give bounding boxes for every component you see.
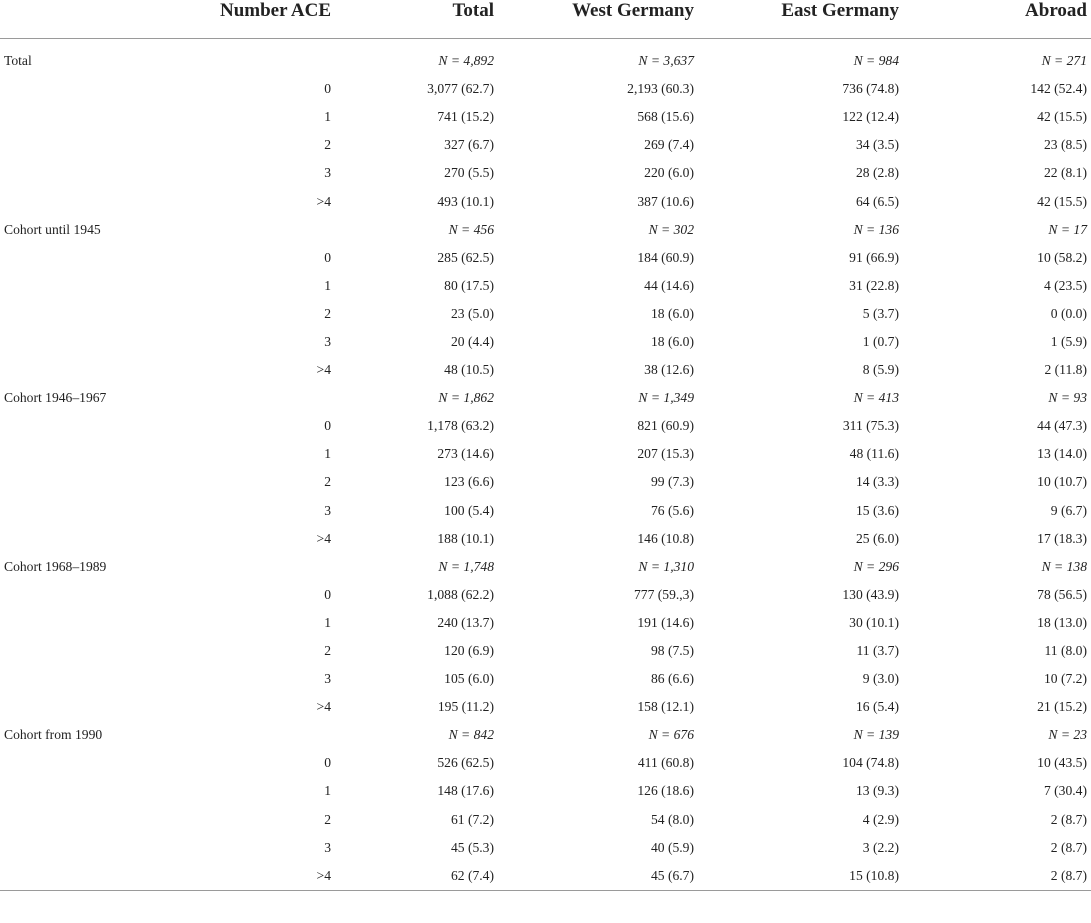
ace-count-cell: 2 xyxy=(324,643,331,659)
group-label-empty xyxy=(0,777,205,805)
table-header xyxy=(0,0,1091,39)
n-total-west-germany: N = 1,349 xyxy=(638,390,694,406)
table-row xyxy=(0,777,1091,805)
table-row xyxy=(0,244,1091,272)
ace-count-cell: 2 xyxy=(324,305,331,321)
table-row xyxy=(0,525,1091,553)
value-west-germany: 38 (12.6) xyxy=(644,362,694,378)
value-abroad: 44 (47.3) xyxy=(1037,418,1087,434)
table-row xyxy=(0,300,1091,328)
group-total-row xyxy=(0,553,1091,581)
value-abroad: 42 (15.5) xyxy=(1037,109,1087,125)
value-abroad: 1 (5.9) xyxy=(1050,333,1087,349)
value-west-germany: 45 (6.7) xyxy=(498,862,698,891)
group-label-empty xyxy=(0,637,205,665)
value-east-germany: 122 (12.4) xyxy=(842,109,899,125)
value-west-germany: 126 (18.6) xyxy=(637,783,694,799)
value-total: 3,077 (62.7) xyxy=(427,81,494,97)
value-west-germany: 99 (7.3) xyxy=(650,474,694,490)
value-east-germany: 4 (2.9) xyxy=(862,811,899,827)
ace-count-cell: 2 xyxy=(324,474,331,490)
value-west-germany: 777 (59.,3) xyxy=(633,586,694,602)
value-east-germany: 311 (75.3) xyxy=(842,418,899,434)
value-east-germany: 104 (74.8) xyxy=(842,755,899,771)
value-east-germany: 25 (6.0) xyxy=(855,530,899,546)
table-row xyxy=(0,468,1091,496)
table-row xyxy=(0,834,1091,862)
value-east-germany: 64 (6.5) xyxy=(855,193,899,209)
value-total: 195 (11.2) xyxy=(437,699,494,715)
value-total: 741 (15.2) xyxy=(437,109,494,125)
group-label-empty xyxy=(0,862,205,891)
group-label-empty xyxy=(0,244,205,272)
ace-count-cell xyxy=(205,721,335,749)
ace-count-cell: 1 xyxy=(324,277,331,293)
ace-count-cell: 3 xyxy=(324,333,331,349)
group-label-empty xyxy=(0,187,205,215)
value-west-germany: 568 (15.6) xyxy=(637,109,694,125)
value-west-germany: 54 (8.0) xyxy=(650,811,694,827)
value-east-germany: 28 (2.8) xyxy=(855,165,899,181)
group-total-row xyxy=(0,39,1091,76)
value-total: 148 (17.6) xyxy=(437,783,494,799)
table-row xyxy=(0,862,1091,891)
group-label: Cohort until 1945 xyxy=(4,221,101,237)
value-east-germany: 3 (2.2) xyxy=(862,839,899,855)
header-abroad: Abroad xyxy=(903,0,1091,39)
value-east-germany: 13 (9.3) xyxy=(855,783,899,799)
value-abroad: 7 (30.4) xyxy=(1043,783,1087,799)
ace-count-cell: 3 xyxy=(324,671,331,687)
n-total-east-germany: N = 413 xyxy=(853,390,899,406)
ace-count-cell: >4 xyxy=(316,699,331,715)
value-west-germany: 207 (15.3) xyxy=(637,446,694,462)
value-abroad: 2 (11.8) xyxy=(1044,362,1087,378)
value-abroad: 9 (6.7) xyxy=(1050,502,1087,518)
value-west-germany: 2,193 (60.3) xyxy=(627,81,694,97)
value-east-germany: 5 (3.7) xyxy=(862,305,899,321)
value-total: 62 (7.4) xyxy=(335,862,498,891)
ace-count-cell: >4 xyxy=(205,862,335,891)
table-row xyxy=(0,272,1091,300)
value-abroad: 4 (23.5) xyxy=(1043,277,1087,293)
ace-count-cell: 3 xyxy=(324,502,331,518)
value-total: 188 (10.1) xyxy=(437,530,494,546)
ace-count-cell: >4 xyxy=(316,193,331,209)
n-total-total: N = 4,892 xyxy=(438,53,494,69)
group-label: Cohort 1946–1967 xyxy=(4,390,107,406)
value-east-germany: 1 (0.7) xyxy=(862,333,899,349)
value-abroad: 23 (8.5) xyxy=(1043,137,1087,153)
n-total-east-germany: N = 136 xyxy=(853,221,899,237)
table-row xyxy=(0,581,1091,609)
value-west-germany: 98 (7.5) xyxy=(650,643,694,659)
value-total: 240 (13.7) xyxy=(437,614,494,630)
ace-count-cell: 1 xyxy=(324,783,331,799)
table-row xyxy=(0,159,1091,187)
n-total-east-germany: N = 296 xyxy=(853,558,899,574)
value-total: 20 (4.4) xyxy=(450,333,494,349)
n-total-abroad: N = 17 xyxy=(1048,221,1087,237)
table-body xyxy=(0,39,1091,891)
value-west-germany: 158 (12.1) xyxy=(637,699,694,715)
n-total-east-germany: N = 984 xyxy=(853,53,899,69)
value-abroad: 142 (52.4) xyxy=(1030,81,1087,97)
value-abroad: 10 (7.2) xyxy=(1043,671,1087,687)
group-label-empty xyxy=(0,468,205,496)
n-total-total: N = 842 xyxy=(448,727,494,743)
group-label-empty xyxy=(0,749,205,777)
group-label: Total xyxy=(4,53,32,69)
value-east-germany: 736 (74.8) xyxy=(842,81,899,97)
value-abroad: 2 (8.7) xyxy=(903,862,1091,891)
table-row xyxy=(0,637,1091,665)
n-total-total: N = 456 xyxy=(448,221,494,237)
ace-count-cell: 1 xyxy=(324,446,331,462)
value-total: 45 (5.3) xyxy=(450,839,494,855)
table-row xyxy=(0,328,1091,356)
value-east-germany: 16 (5.4) xyxy=(855,699,899,715)
group-label-empty xyxy=(0,300,205,328)
header-east-germany: East Germany xyxy=(698,0,903,39)
ace-count-cell: 2 xyxy=(324,137,331,153)
group-label: Cohort 1968–1989 xyxy=(4,558,107,574)
table-row xyxy=(0,497,1091,525)
value-abroad: 11 (8.0) xyxy=(1044,643,1087,659)
n-total-west-germany: N = 676 xyxy=(648,727,694,743)
ace-count-cell: 0 xyxy=(324,586,331,602)
ace-count-cell: 1 xyxy=(324,614,331,630)
group-label-empty xyxy=(0,834,205,862)
value-west-germany: 40 (5.9) xyxy=(650,839,694,855)
value-total: 273 (14.6) xyxy=(437,446,494,462)
group-label-empty xyxy=(0,159,205,187)
header-total: Total xyxy=(335,0,498,39)
group-label-empty xyxy=(0,131,205,159)
group-label-empty xyxy=(0,609,205,637)
value-east-germany: 14 (3.3) xyxy=(855,474,899,490)
ace-count-cell: 0 xyxy=(324,755,331,771)
value-total: 1,088 (62.2) xyxy=(427,586,494,602)
value-abroad: 10 (43.5) xyxy=(1037,755,1087,771)
value-east-germany: 9 (3.0) xyxy=(862,671,899,687)
header-row xyxy=(0,0,1091,39)
n-total-east-germany: N = 139 xyxy=(853,727,899,743)
value-abroad: 18 (13.0) xyxy=(1037,614,1087,630)
group-label-empty xyxy=(0,75,205,103)
value-abroad: 78 (56.5) xyxy=(1037,586,1087,602)
table-row xyxy=(0,609,1091,637)
table-row xyxy=(0,131,1091,159)
table-row xyxy=(0,806,1091,834)
table-row xyxy=(0,693,1091,721)
group-label-empty xyxy=(0,412,205,440)
value-total: 80 (17.5) xyxy=(444,277,494,293)
ace-count-cell: >4 xyxy=(316,530,331,546)
value-west-germany: 76 (5.6) xyxy=(650,502,694,518)
value-west-germany: 18 (6.0) xyxy=(650,333,694,349)
value-total: 120 (6.9) xyxy=(444,643,494,659)
header-number-ace: Number ACE xyxy=(205,0,335,39)
table-row xyxy=(0,440,1091,468)
value-west-germany: 86 (6.6) xyxy=(650,671,694,687)
value-west-germany: 191 (14.6) xyxy=(637,614,694,630)
value-east-germany: 11 (3.7) xyxy=(856,643,899,659)
value-abroad: 21 (15.2) xyxy=(1037,699,1087,715)
value-west-germany: 18 (6.0) xyxy=(650,305,694,321)
group-label-empty xyxy=(0,525,205,553)
value-total: 61 (7.2) xyxy=(450,811,494,827)
value-total: 526 (62.5) xyxy=(437,755,494,771)
value-west-germany: 146 (10.8) xyxy=(637,530,694,546)
value-east-germany: 15 (10.8) xyxy=(698,862,903,891)
table-row xyxy=(0,356,1091,384)
value-total: 1,178 (63.2) xyxy=(427,418,494,434)
value-abroad: 2 (8.7) xyxy=(1050,839,1087,855)
value-east-germany: 91 (66.9) xyxy=(849,249,899,265)
value-east-germany: 15 (3.6) xyxy=(855,502,899,518)
value-west-germany: 387 (10.6) xyxy=(637,193,694,209)
ace-count-cell xyxy=(205,553,335,581)
value-abroad: 13 (14.0) xyxy=(1037,446,1087,462)
table-row xyxy=(0,665,1091,693)
group-label-empty xyxy=(0,328,205,356)
value-total: 123 (6.6) xyxy=(444,474,494,490)
group-label-empty xyxy=(0,272,205,300)
ace-count-cell: >4 xyxy=(316,362,331,378)
n-total-abroad: N = 271 xyxy=(1041,53,1087,69)
table-row xyxy=(0,103,1091,131)
value-abroad: 2 (8.7) xyxy=(1050,811,1087,827)
ace-count-cell xyxy=(205,39,335,76)
group-label: Cohort from 1990 xyxy=(4,727,103,743)
group-total-row xyxy=(0,384,1091,412)
value-east-germany: 48 (11.6) xyxy=(849,446,899,462)
value-west-germany: 44 (14.6) xyxy=(644,277,694,293)
value-west-germany: 821 (60.9) xyxy=(637,418,694,434)
ace-count-cell: 3 xyxy=(324,839,331,855)
n-total-west-germany: N = 1,310 xyxy=(638,558,694,574)
n-total-abroad: N = 23 xyxy=(1048,727,1087,743)
value-abroad: 10 (10.7) xyxy=(1037,474,1087,490)
group-label-empty xyxy=(0,440,205,468)
value-west-germany: 411 (60.8) xyxy=(637,755,694,771)
ace-count-cell: 0 xyxy=(324,418,331,434)
value-total: 285 (62.5) xyxy=(437,249,494,265)
value-total: 270 (5.5) xyxy=(444,165,494,181)
group-label-empty xyxy=(0,356,205,384)
value-total: 48 (10.5) xyxy=(444,362,494,378)
value-abroad: 0 (0.0) xyxy=(1050,305,1087,321)
value-west-germany: 220 (6.0) xyxy=(644,165,694,181)
group-label-empty xyxy=(0,581,205,609)
table-row xyxy=(0,749,1091,777)
value-abroad: 10 (58.2) xyxy=(1037,249,1087,265)
table-row xyxy=(0,412,1091,440)
value-total: 493 (10.1) xyxy=(437,193,494,209)
ace-count-cell: 1 xyxy=(324,109,331,125)
group-label-empty xyxy=(0,103,205,131)
ace-count-cell xyxy=(205,216,335,244)
group-label-empty xyxy=(0,665,205,693)
ace-count-cell: 0 xyxy=(324,249,331,265)
table-row xyxy=(0,187,1091,215)
group-total-row xyxy=(0,721,1091,749)
group-label-empty xyxy=(0,806,205,834)
n-total-total: N = 1,862 xyxy=(438,390,494,406)
value-east-germany: 31 (22.8) xyxy=(849,277,899,293)
value-west-germany: 184 (60.9) xyxy=(637,249,694,265)
value-east-germany: 34 (3.5) xyxy=(855,137,899,153)
value-east-germany: 130 (43.9) xyxy=(842,586,899,602)
value-east-germany: 30 (10.1) xyxy=(849,614,899,630)
group-total-row xyxy=(0,216,1091,244)
value-total: 105 (6.0) xyxy=(444,671,494,687)
ace-count-cell: 2 xyxy=(324,811,331,827)
ace-count-cell: 0 xyxy=(324,81,331,97)
value-abroad: 42 (15.5) xyxy=(1037,193,1087,209)
ace-count-cell xyxy=(205,384,335,412)
value-east-germany: 8 (5.9) xyxy=(862,362,899,378)
n-total-west-germany: N = 302 xyxy=(648,221,694,237)
value-total: 100 (5.4) xyxy=(444,502,494,518)
value-total: 327 (6.7) xyxy=(444,137,494,153)
value-abroad: 22 (8.1) xyxy=(1043,165,1087,181)
header-west-germany: West Germany xyxy=(498,0,698,39)
n-total-total: N = 1,748 xyxy=(438,558,494,574)
n-total-west-germany: N = 3,637 xyxy=(638,53,694,69)
n-total-abroad: N = 93 xyxy=(1048,390,1087,406)
value-west-germany: 269 (7.4) xyxy=(644,137,694,153)
group-label-empty xyxy=(0,497,205,525)
n-total-abroad: N = 138 xyxy=(1041,558,1087,574)
value-total: 23 (5.0) xyxy=(450,305,494,321)
value-abroad: 17 (18.3) xyxy=(1037,530,1087,546)
table-row xyxy=(0,75,1091,103)
ace-count-cell: 3 xyxy=(324,165,331,181)
header-group-blank xyxy=(0,0,205,39)
group-label-empty xyxy=(0,693,205,721)
